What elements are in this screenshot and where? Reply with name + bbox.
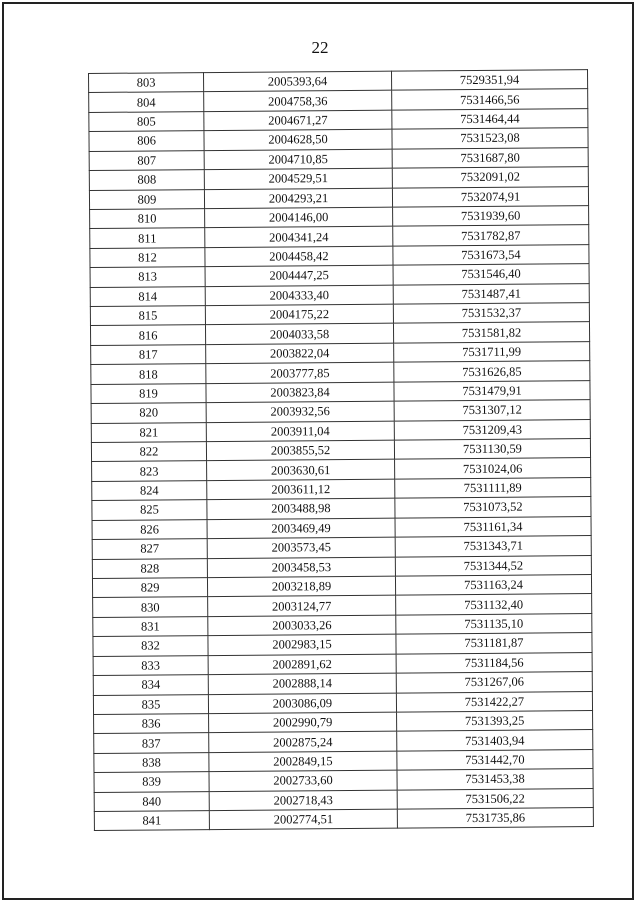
y-coordinate-cell: 7531184,56 <box>396 652 592 673</box>
x-coordinate-cell: 2004175,22 <box>205 304 393 325</box>
x-coordinate-cell: 2003458,53 <box>207 557 395 578</box>
y-coordinate-cell: 7531307,12 <box>394 400 590 421</box>
point-number-cell: 839 <box>94 772 209 792</box>
point-number-cell: 836 <box>94 713 209 733</box>
y-coordinate-cell: 7531267,06 <box>396 672 592 693</box>
point-number-cell: 826 <box>92 519 207 539</box>
point-number-cell: 823 <box>92 461 207 481</box>
x-coordinate-cell: 2003124,77 <box>208 595 396 616</box>
x-coordinate-cell: 2003932,56 <box>206 401 394 422</box>
y-coordinate-cell: 7531673,54 <box>393 244 589 265</box>
point-number-cell: 815 <box>90 306 205 326</box>
y-coordinate-cell: 7531163,24 <box>395 575 591 596</box>
y-coordinate-cell: 7531132,40 <box>396 594 592 615</box>
point-number-cell: 824 <box>92 480 207 500</box>
point-number-cell: 809 <box>89 189 204 209</box>
point-number-cell: 806 <box>89 131 204 151</box>
y-coordinate-cell: 7531024,06 <box>395 458 591 479</box>
point-number-cell: 813 <box>90 267 205 287</box>
point-number-cell: 810 <box>90 209 205 229</box>
point-number-cell: 803 <box>89 73 204 93</box>
x-coordinate-cell: 2002733,60 <box>209 770 397 791</box>
point-number-cell: 804 <box>89 92 204 112</box>
y-coordinate-cell: 7531111,89 <box>395 477 591 498</box>
y-coordinate-cell: 7531464,44 <box>392 108 588 129</box>
point-number-cell: 821 <box>91 422 206 442</box>
point-number-cell: 835 <box>93 694 208 714</box>
x-coordinate-cell: 2002875,24 <box>209 731 397 752</box>
x-coordinate-cell: 2003033,26 <box>208 615 396 636</box>
point-number-cell: 817 <box>91 344 206 364</box>
x-coordinate-cell: 2003573,45 <box>207 537 395 558</box>
x-coordinate-cell: 2003911,04 <box>206 421 394 442</box>
x-coordinate-cell: 2003086,09 <box>208 693 396 714</box>
x-coordinate-cell: 2004529,51 <box>204 168 392 189</box>
y-coordinate-cell: 7531403,94 <box>397 730 593 751</box>
y-coordinate-cell: 7531487,41 <box>393 283 589 304</box>
point-number-cell: 814 <box>90 286 205 306</box>
x-coordinate-cell: 2004758,36 <box>204 91 392 112</box>
y-coordinate-cell: 7531344,52 <box>395 555 591 576</box>
point-number-cell: 808 <box>89 170 204 190</box>
y-coordinate-cell: 7532091,02 <box>392 167 588 188</box>
x-coordinate-cell: 2004458,42 <box>205 246 393 267</box>
point-number-cell: 841 <box>94 811 209 831</box>
y-coordinate-cell: 7532074,91 <box>392 186 588 207</box>
coordinates-table-body <box>89 70 594 831</box>
x-coordinate-cell: 2003611,12 <box>207 479 395 500</box>
y-coordinate-cell: 7531393,25 <box>397 710 593 731</box>
point-number-cell: 833 <box>93 655 208 675</box>
y-coordinate-cell: 7531181,87 <box>396 633 592 654</box>
y-coordinate-cell: 7531453,38 <box>397 769 593 790</box>
x-coordinate-cell: 2003823,84 <box>206 382 394 403</box>
x-coordinate-cell: 2002774,51 <box>209 809 397 830</box>
x-coordinate-cell: 2003855,52 <box>206 440 394 461</box>
point-number-cell: 830 <box>93 597 208 617</box>
y-coordinate-cell: 7531782,87 <box>393 225 589 246</box>
point-number-cell: 832 <box>93 636 208 656</box>
x-coordinate-cell: 2002849,15 <box>209 751 397 772</box>
point-number-cell: 827 <box>92 539 207 559</box>
point-number-cell: 829 <box>92 578 207 598</box>
x-coordinate-cell: 2003822,04 <box>206 343 394 364</box>
x-coordinate-cell: 2003488,98 <box>207 498 395 519</box>
y-coordinate-cell: 7531626,85 <box>394 361 590 382</box>
point-number-cell: 838 <box>94 752 209 772</box>
x-coordinate-cell: 2003469,49 <box>207 518 395 539</box>
x-coordinate-cell: 2005393,64 <box>204 71 392 92</box>
point-number-cell: 812 <box>90 247 205 267</box>
y-coordinate-cell: 7531130,59 <box>394 439 590 460</box>
point-number-cell: 834 <box>93 675 208 695</box>
x-coordinate-cell: 2003777,85 <box>206 362 394 383</box>
page-number: 22 <box>311 38 329 57</box>
point-number-cell: 840 <box>94 791 209 811</box>
point-number-cell: 818 <box>91 364 206 384</box>
y-coordinate-cell: 7531161,34 <box>395 516 591 537</box>
x-coordinate-cell: 2002718,43 <box>209 790 397 811</box>
y-coordinate-cell: 7531209,43 <box>394 419 590 440</box>
table-row <box>94 808 593 831</box>
y-coordinate-cell: 7531532,37 <box>393 303 589 324</box>
x-coordinate-cell: 2003218,89 <box>207 576 395 597</box>
point-number-cell: 831 <box>93 616 208 636</box>
point-number-cell: 820 <box>91 403 206 423</box>
point-number-cell: 825 <box>92 500 207 520</box>
point-number-cell: 816 <box>90 325 205 345</box>
y-coordinate-cell: 7531073,52 <box>395 497 591 518</box>
x-coordinate-cell: 2004146,00 <box>205 207 393 228</box>
x-coordinate-cell: 2004333,40 <box>205 285 393 306</box>
x-coordinate-cell: 2004293,21 <box>204 188 392 209</box>
y-coordinate-cell: 7531735,86 <box>397 808 593 829</box>
y-coordinate-cell: 7531687,80 <box>392 147 588 168</box>
y-coordinate-cell: 7531343,71 <box>395 536 591 557</box>
y-coordinate-cell: 7531135,10 <box>396 613 592 634</box>
x-coordinate-cell: 2002990,79 <box>209 712 397 733</box>
y-coordinate-cell: 7531479,91 <box>394 380 590 401</box>
x-coordinate-cell: 2004341,24 <box>205 226 393 247</box>
point-number-cell: 822 <box>91 442 206 462</box>
y-coordinate-cell: 7531523,08 <box>392 128 588 149</box>
point-number-cell: 828 <box>92 558 207 578</box>
x-coordinate-cell: 2002983,15 <box>208 634 396 655</box>
y-coordinate-cell: 7531442,70 <box>397 749 593 770</box>
coordinates-table <box>88 69 594 831</box>
x-coordinate-cell: 2002888,14 <box>208 673 396 694</box>
point-number-cell: 819 <box>91 383 206 403</box>
x-coordinate-cell: 2004671,27 <box>204 110 392 131</box>
y-coordinate-cell: 7531466,56 <box>392 89 588 110</box>
x-coordinate-cell: 2004447,25 <box>205 265 393 286</box>
y-coordinate-cell: 7531506,22 <box>397 788 593 809</box>
point-number-cell: 805 <box>89 111 204 131</box>
x-coordinate-cell: 2004033,58 <box>205 324 393 345</box>
x-coordinate-cell: 2002891,62 <box>208 654 396 675</box>
x-coordinate-cell: 2004628,50 <box>204 129 392 150</box>
y-coordinate-cell: 7529351,94 <box>391 70 587 91</box>
x-coordinate-cell: 2004710,85 <box>204 149 392 170</box>
y-coordinate-cell: 7531711,99 <box>394 341 590 362</box>
y-coordinate-cell: 7531546,40 <box>393 264 589 285</box>
x-coordinate-cell: 2003630,61 <box>207 460 395 481</box>
y-coordinate-cell: 7531939,60 <box>393 206 589 227</box>
y-coordinate-cell: 7531581,82 <box>393 322 589 343</box>
y-coordinate-cell: 7531422,27 <box>396 691 592 712</box>
point-number-cell: 807 <box>89 150 204 170</box>
point-number-cell: 811 <box>90 228 205 248</box>
point-number-cell: 837 <box>94 733 209 753</box>
